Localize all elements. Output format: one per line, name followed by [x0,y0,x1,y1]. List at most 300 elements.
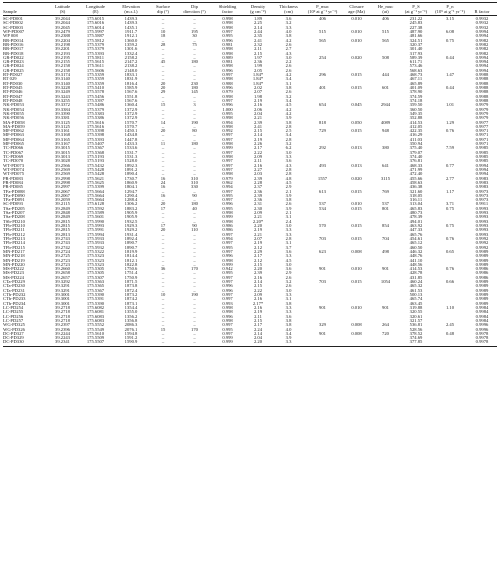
cell-sample: MN-PD219 [3,258,25,263]
cell-density: 1.98 [253,94,263,99]
cell-elevation: 1892.3 [124,163,138,168]
cell-closure-age: 0.010 [351,305,362,310]
cell-r-factor: 0.9993 [475,224,489,228]
cell-shielding: 0.998 [222,17,233,21]
cell-latitude: 39.2193 [55,51,70,56]
cell-elevation: 1585.9 [124,86,138,90]
cell-p-n: 0.76 [445,129,455,134]
cell-thickness: 3.3 [285,228,292,233]
cell-density: 2.26 [253,142,263,147]
cell-surface-dip: 16 [160,185,166,190]
cell-sample: TFb-PD215 [3,245,25,250]
cell-longitude: 175.6128 [86,202,105,207]
cell-sample: RT-PD045 [3,86,23,90]
cell-sample: BR-PD014 [3,38,24,43]
cell-closure-age: 0.010 [351,17,362,21]
cell-surface-dip: – [161,314,165,319]
cell-latitude: 39.2657 [55,275,70,280]
cell-elevation: 1873.8 [124,284,138,289]
cell-p-n: 6.08 [445,29,455,34]
cell-elevation: 1819.9 [124,249,138,254]
cell-r-factor: 0.9994 [475,60,489,65]
cell-elevation: 1290.4 [124,193,138,198]
cell-density: 2.24 [253,327,263,332]
cell-r-factor: 0.9996 [475,323,489,328]
cell-longitude: 175.6016 [86,21,105,26]
cell-longitude: 175.5811 [86,55,105,60]
cell-dip-direction: – [193,336,196,341]
cell-longitude: 175.5367 [86,146,105,151]
cell-longitude: 175.5322 [86,249,105,254]
cell-surface-dip: – [161,68,165,73]
cell-surface-dip: – [161,340,165,345]
cell-p-s: 480.73 [409,211,423,216]
cell-latitude: 39.2243 [55,336,70,341]
cell-surface-dip: – [161,159,165,164]
cell-r-factor: 0.9989 [475,262,489,267]
cell-density: 2.37 [253,185,263,190]
cell-p-s: 589.39 [409,55,423,60]
cell-sample: CTb-PD234 [3,301,26,306]
cell-density: 1.99 [253,64,263,69]
cell-thickness: 3.6 [285,17,292,21]
cell-elevation: 1911.7 [124,29,138,34]
cell-p-muc: 901 [319,267,326,272]
cell-p-s: 401.09 [409,86,423,90]
cell-surface-dip: – [161,133,165,138]
cell-thickness: 4.8 [285,176,292,181]
cell-longitude: 175.5393 [86,51,105,56]
cell-surface-dip: – [161,167,165,172]
cell-thickness: 3.3 [285,310,292,315]
cell-sample: TFb-PD212 [3,232,25,237]
cell-elevation: 1872.4 [124,288,138,293]
cell-elevation: 1905.9 [124,211,138,216]
cell-p-s: 447.33 [409,228,423,233]
cell-elevation: 2158.2 [124,55,138,60]
cell-longitude: 175.5507 [86,340,105,345]
cell-closure-age: 0.013 [351,163,362,168]
cell-p-s: 320.37 [409,42,423,47]
cell-longitude: 175.5616 [86,120,105,125]
cell-r-factor: 0.9932 [475,21,489,26]
cell-density: 2.09 [253,155,263,159]
cell-p-n: 1.10 [445,305,455,310]
cell-shielding: 0.997 [222,29,233,34]
cell-shielding: 0.995 [222,271,233,276]
cell-dip-direction: – [193,241,196,246]
cell-surface-dip: 16 [160,193,166,198]
cell-p-n: 2.77 [445,176,455,181]
cell-elevation: 1912.1 [124,34,138,39]
cell-elevation: 1356.2 [124,314,138,319]
cell-density: 2.15 [253,284,263,289]
cell-r-factor: 0.9982 [475,38,489,43]
cell-r-factor: 0.9992 [475,245,489,250]
header-he-muc: He_muc [377,4,394,9]
cell-density: 2.39 [253,176,263,181]
cell-surface-dip: – [161,245,165,250]
cell-closure-age: 0.013 [351,146,362,151]
cell-sample: TFa-PD091 [3,198,25,203]
cell-dip-direction: – [193,245,196,250]
cell-thickness: 2.5 [285,129,292,134]
cell-density: 2.03 [253,172,263,177]
cell-thickness: 2.8 [285,167,292,172]
cell-dip-direction: 180 [191,60,198,65]
cell-latitude: 39.2479 [55,29,70,34]
cell-elevation: 1873.1 [124,301,138,306]
cell-density: 2.11 [254,47,262,52]
cell-shielding: 0.998 [222,305,233,310]
cell-longitude: 175.5410 [86,86,105,90]
cell-shielding: 0.997 [222,249,233,254]
cell-elevation: 1288.4 [124,198,138,203]
cell-r-factor: 0.9989 [475,254,489,259]
cell-density: 2.16 [253,305,263,310]
cell-p-s: 611.71 [409,60,423,65]
cell-r-factor: 0.9989 [475,284,489,289]
cell-shielding: 0.999 [222,215,233,220]
cell-dip-direction: – [193,25,196,30]
cell-longitude: 175.5390 [86,293,105,297]
cell-surface-dip: – [161,150,165,155]
cell-sample: MN-PD218 [3,254,25,259]
cell-p-s: 318.05 [409,193,423,198]
cell-p-muc [304,340,341,344]
cell-surface-dip: – [161,163,165,168]
cell-density: 2.39 [253,120,263,125]
cell-dip-direction: 330 [191,185,198,190]
cell-shielding: 0.997 [222,133,233,138]
cell-thickness: 2.4 [285,219,292,224]
cell-thickness: 3.7 [285,245,292,250]
cell-closure-age: 0.008 [351,323,362,328]
cell-density: 2.15 [253,51,263,56]
cell-elevation: 1814.4 [124,254,138,259]
cell-sample: PR-PD083 [3,176,23,181]
cell-thickness: 3.8 [285,301,292,306]
cell-thickness: 2.6 [285,90,292,95]
cell-r-factor: 0.9988 [475,73,489,78]
cell-p-s: 324.51 [409,38,423,43]
cell-dip-direction: – [193,301,196,306]
cell-thickness: 4.2 [285,111,292,116]
cell-dip-direction: – [193,189,196,194]
cell-density: 1.84* [252,77,264,82]
cell-density: 2.31 [253,202,263,207]
cell-thickness: 4.0 [285,327,292,332]
cell-longitude: 175.5625 [86,180,105,185]
header-p-n: P_n [446,4,454,9]
cell-r-factor: 0.9983 [475,185,489,190]
cell-p-n: 0.75 [445,206,455,211]
header-surface-dip: Surface [155,4,171,9]
cell-p-s: 376.81 [409,159,423,164]
cell-p-muc: 534 [319,206,326,211]
cell-r-factor: 0.9996 [475,327,489,332]
cell-r-factor: 0.9994 [475,172,489,177]
cell-sample: TSa-PD207 [3,211,25,216]
cell-p-n: 1.17 [445,189,455,194]
cell-dip-direction: 75 [192,42,197,47]
cell-thickness: 3.6 [285,267,292,272]
cell-sample: TFa-PD090 [3,193,25,198]
cell-he-muc: 801 [382,206,389,211]
cell-longitude: 175.5428 [86,172,105,177]
cell-dip-direction: – [193,275,196,280]
cell-elevation: 1591.2 [124,336,138,341]
cell-surface-dip: – [161,64,165,69]
cell-closure-age: 0.015 [351,73,362,78]
cell-surface-dip: 29 [160,90,166,95]
cell-longitude: 175.5368 [86,150,105,155]
cell-density: 2.02 [253,86,263,90]
cell-thickness: 2.9 [285,185,292,190]
table-row [3,340,497,344]
cell-dip-direction: 170 [191,267,198,272]
cell-r-factor: 0.9971 [475,133,489,138]
cell-thickness: 3.0 [285,150,292,155]
cell-surface-dip: – [161,275,165,280]
cell-dip-direction: 170 [191,327,198,332]
cell-r-factor: 0.9977 [475,120,489,125]
cell-shielding: 0.979 [222,90,233,95]
cell-shielding: 0.997 [222,167,233,172]
cell-p-s: 379.07 [409,150,423,155]
cell-p-muc: 901 [319,331,326,336]
cell-r-factor: 0.9984 [475,314,489,319]
cell-p-s: 422.35 [409,129,423,134]
cell-sample: NK-PD056 [3,116,24,121]
cell-dip-direction: – [193,150,196,155]
cell-p-s: 428.78 [409,271,423,276]
cell-he-muc: 901 [382,305,389,310]
cell-latitude: 39.2341 [55,340,70,345]
cell-r-factor: 0.9988 [475,94,489,99]
cell-latitude: 39.3125 [55,124,70,129]
cell-dip-direction: – [193,236,196,241]
cell-shielding: 0.996 [222,202,233,207]
cell-density: 2.11 [254,159,262,164]
cell-thickness: 4.3 [285,51,292,56]
cell-latitude: 39.3381 [55,116,70,121]
cell-latitude: 39.2396 [55,327,70,332]
cell-shielding: 0.997 [222,73,233,78]
cell-thickness: 3.3 [285,155,292,159]
cell-dip-direction: – [193,159,196,164]
cell-density: 2.36 [253,60,263,65]
cell-latitude: 39.3001 [55,293,70,297]
cell-longitude: 175.5397 [86,98,105,103]
cell-elevation: 2076.1 [124,327,138,332]
cell-thickness: 6.2 [285,146,292,151]
cell-r-factor: 0.9989 [475,258,489,263]
cell-p-s: 460.24 [409,280,423,285]
header-closure-age-unit: age (Ma) [348,9,365,14]
cell-p-s: 467.11 [409,77,423,82]
cell-he-muc: 444 [382,73,389,78]
cell-shielding: 0.997 [222,293,233,297]
cell-r-factor: 0.9988 [475,90,489,95]
cell-sample: DC-PD329 [3,336,24,341]
cell-r-factor: 0.9978 [475,336,489,341]
cell-r-factor: 0.9982 [475,51,489,56]
cell-latitude: 39.3291 [55,284,70,289]
cell-p-s: 301.40 [409,47,423,52]
cell-elevation: 1890.7 [124,245,138,250]
cell-p-muc: 254 [319,55,326,60]
cell-r-factor: 0.9989 [475,249,489,254]
cell-dip-direction: – [193,258,196,263]
cell-latitude: 39.3228 [55,86,70,90]
cell-density: 2.14 [253,331,263,336]
cell-longitude: 175.5812 [86,38,105,43]
header-density-unit: (g cm⁻³) [250,9,266,14]
cell-r-factor: 0.9973 [475,189,489,194]
cell-surface-dip: – [161,77,165,82]
cell-shielding: 1.000 [222,107,233,112]
cell-shielding: 0.998 [222,124,233,129]
cell-p-s: 446.32 [409,249,423,254]
cell-longitude: 175.5621 [86,176,105,181]
cell-longitude: 175.5305 [86,267,105,272]
header-he-muc-unit: (at) [382,9,389,14]
cell-thickness: 2.6 [285,284,292,289]
cell-sample: RT 029 [3,77,17,82]
cell-thickness: 2.6 [285,42,292,47]
cell-latitude: 39.2660 [55,267,70,272]
cell-longitude: 175.5379 [86,107,105,112]
cell-density: 2.17 [253,146,263,151]
header-elevation-unit: (m.s.l.) [124,9,138,14]
cell-p-muc: 329 [319,323,326,328]
cell-latitude: 39.2067 [55,189,70,194]
cell-closure-age: 0.015 [351,189,362,194]
cell-latitude: 39.2155 [55,60,70,65]
cell-p-s: 317.93 [409,51,423,56]
cell-thickness: 3.4 [285,133,292,138]
cell-he-muc: 641 [382,163,389,168]
cell-longitude: 175.5994 [86,232,105,237]
cell-r-factor: 0.9971 [475,137,489,142]
cell-thickness: 2.1 [285,211,292,216]
cell-he-muc: 4089 [380,120,391,125]
cell-thickness: 3.8 [285,198,292,203]
cell-elevation: 1372.9 [124,116,138,121]
cell-shielding: 0.998 [222,219,233,224]
cell-elevation: 1439.3 [124,17,138,21]
cell-p-s: 350.94 [409,142,423,147]
cell-latitude: 39.2044 [55,21,70,26]
cell-elevation: 1874.2 [124,297,138,302]
cell-closure-age: 0.020 [351,176,362,181]
cell-p-s: 461.53 [409,288,423,293]
cell-shielding: 0.997 [222,150,233,155]
cell-longitude: 175.5997 [86,29,105,34]
cell-surface-dip: 20 [160,202,166,207]
cell-p-muc: 570 [319,224,326,228]
cell-longitude: 175.5390 [86,301,105,306]
cell-shielding: 0.996 [222,284,233,289]
cell-p-s: 481.66 [409,34,423,39]
cell-dip-direction: 3 [193,103,196,108]
cell-dip-direction: – [193,124,196,129]
cell-latitude: 39.3255 [55,98,70,103]
cell-p-s: 463.45 [409,301,423,306]
cell-sample: GR-PD023 [3,60,24,65]
cell-thickness: 3.3 [285,293,292,297]
cell-r-factor: 0.9983 [475,180,489,185]
cell-p-n: 0.77 [445,163,455,168]
cell-density: 2.12 [253,258,263,263]
cell-elevation: 1570.7 [124,124,138,129]
table-body [3,17,497,345]
cell-p-s: 478.39 [409,215,423,220]
cell-dip-direction: 195 [191,29,198,34]
cell-shielding: 0.996 [222,314,233,319]
cell-p-s: 441.10 [409,258,423,263]
cell-longitude: 175.5991 [86,228,105,233]
cell-elevation: 1360.4 [124,103,138,108]
cell-latitude: 39.2201 [55,47,70,52]
cell-latitude: 39.2658 [55,271,70,276]
cell-thickness: 2.1 [285,189,292,194]
cell-p-s: 245.83 [409,21,423,26]
cell-latitude: 39.2566 [55,163,70,168]
header-closure-age: Closure [349,4,364,9]
cell-thickness: 3.3 [285,254,292,259]
cell-surface-dip: – [161,25,165,30]
cell-dip-direction: – [193,38,196,43]
cell-sample: WT-PD074 [3,167,25,172]
cell-p-muc: 654 [319,103,326,108]
cell-longitude: 175.5363 [86,280,105,285]
cell-thickness: 4.5 [285,258,292,263]
cell-latitude: 39.3174 [55,73,70,78]
cell-dip-direction: – [193,314,196,319]
cell-p-n: 0.65 [445,249,455,254]
cell-surface-dip: – [161,107,165,112]
cell-shielding: 0.995 [222,34,233,39]
cell-dip-direction: – [193,232,196,237]
cell-density: 1.84* [252,81,264,86]
cell-latitude: 39.3249 [55,90,70,95]
table-header [3,4,497,17]
cell-r-factor: 0.9993 [475,215,489,220]
cell-p-s: 468.33 [409,163,423,168]
cell-longitude: 175.5391 [86,297,105,302]
cell-shielding: 0.999 [222,262,233,267]
cell-thickness: 3.0 [285,288,292,293]
cell-dip-direction: – [193,288,196,293]
cell-thickness: 3.0 [285,262,292,267]
cell-longitude: 175.5664 [86,193,105,198]
cell-p-s: 465.74 [409,297,423,302]
cell-shielding: 0.979 [222,176,233,181]
cell-dip-direction: – [193,68,196,73]
cell-r-factor: 0.9994 [475,163,489,168]
cell-thickness: 2.7 [285,47,292,52]
cell-p-s: 465.76 [409,232,423,237]
cell-longitude: 175.6083 [86,314,105,319]
cell-dip-direction: – [193,284,196,289]
cell-thickness: 3.1 [285,241,292,246]
cell-longitude: 175.5589 [86,211,105,216]
cell-shielding: 0.996 [222,288,233,293]
cell-density: 2.29 [253,249,263,254]
cell-density: 2.04 [253,336,263,341]
